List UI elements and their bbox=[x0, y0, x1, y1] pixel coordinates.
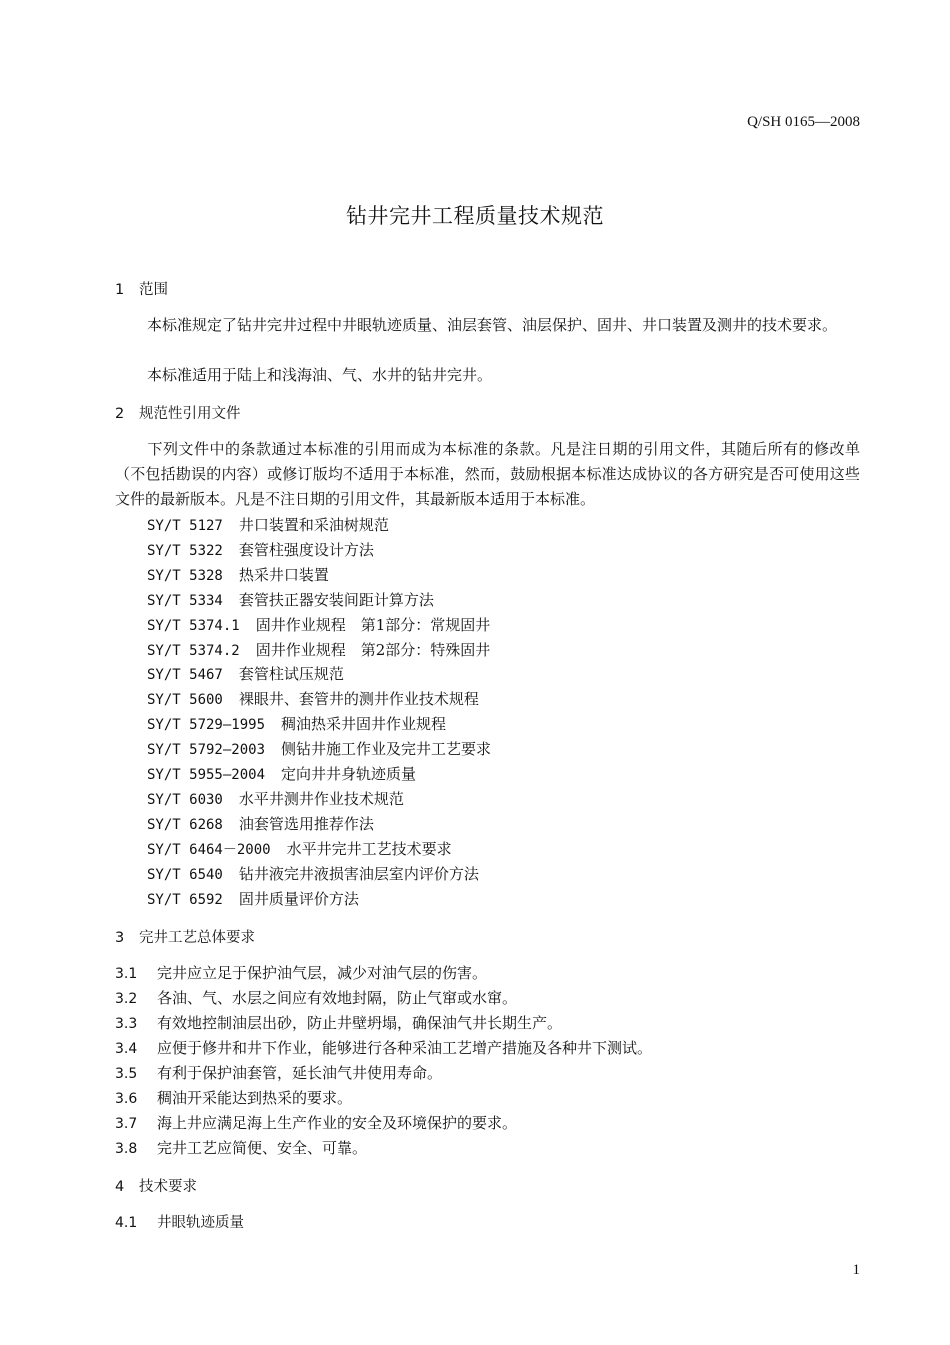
requirement-text: 完井工艺应简便、安全、可靠。 bbox=[157, 1139, 368, 1157]
section-number: 2 bbox=[115, 406, 125, 422]
requirement-number: 3.8 bbox=[115, 1141, 138, 1157]
reference-code: SY/T 5374.1 bbox=[147, 617, 240, 634]
reference-title: 套管柱强度设计方法 bbox=[238, 540, 374, 559]
section-number: 1 bbox=[115, 282, 125, 298]
reference-title: 套管扶正器安装间距计算方法 bbox=[238, 590, 434, 609]
reference-code: SY/T 6540 bbox=[147, 866, 223, 883]
reference-item bbox=[147, 514, 389, 535]
scope-paragraph-1: 本标准规定了钻井完井过程中井眼轨迹质量、油层套管、油层保护、固井、井口装置及测井的技术要求。 bbox=[147, 316, 838, 334]
requirement-number: 3.7 bbox=[115, 1116, 138, 1132]
reference-item bbox=[147, 639, 490, 660]
section-heading-scope bbox=[115, 278, 168, 299]
requirement-text: 海上井应满足海上生产作业的安全及环境保护的要求。 bbox=[157, 1114, 518, 1132]
scope-paragraph-2: 本标准适用于陆上和浅海油、气、水井的钻井完井。 bbox=[147, 366, 493, 384]
reference-title: 定向井井身轨迹质量 bbox=[281, 765, 417, 783]
reference-item bbox=[147, 564, 329, 585]
requirement-item bbox=[115, 1037, 652, 1058]
reference-item bbox=[147, 763, 416, 784]
section-title: 范围 bbox=[139, 282, 168, 298]
section-heading-technical-requirements bbox=[115, 1175, 197, 1196]
requirement-number: 3.3 bbox=[115, 1016, 138, 1032]
requirement-item bbox=[115, 1112, 517, 1133]
requirement-text: 应便于修井和井下作业，能够进行各种采油工艺增产措施及各种井下测试。 bbox=[157, 1039, 653, 1057]
reference-title: 水平井测井作业技术规范 bbox=[238, 789, 404, 808]
requirement-item bbox=[115, 1062, 442, 1083]
reference-title: 水平井完井工艺技术要求 bbox=[286, 839, 452, 858]
requirement-item bbox=[115, 987, 517, 1008]
reference-title: 固井作业规程 第2部分：特殊固井 bbox=[255, 640, 491, 659]
document-number: Q/SH 0165—2008 bbox=[747, 114, 860, 130]
requirement-number: 3.2 bbox=[115, 991, 138, 1007]
section-number: 4 bbox=[115, 1179, 125, 1195]
reference-title: 固井质量评价方法 bbox=[238, 889, 359, 908]
reference-code: SY/T 5127 bbox=[147, 518, 223, 534]
reference-item bbox=[147, 663, 344, 684]
reference-item bbox=[147, 838, 452, 859]
reference-title: 井口装置和采油树规范 bbox=[238, 516, 389, 534]
reference-title: 油套管选用推荐作法 bbox=[238, 814, 374, 833]
reference-code: SY/T 6268 bbox=[147, 816, 223, 833]
requirement-text: 各油、气、水层之间应有效地封隔，防止气窜或水窜。 bbox=[157, 989, 518, 1007]
reference-title: 裸眼井、套管井的测井作业技术规程 bbox=[238, 690, 479, 709]
reference-item bbox=[147, 539, 374, 560]
section-number: 3 bbox=[115, 930, 125, 946]
reference-item bbox=[147, 688, 479, 709]
reference-code: SY/T 5334 bbox=[147, 592, 223, 609]
reference-code: SY/T 5322 bbox=[147, 542, 223, 559]
requirement-item bbox=[115, 1012, 562, 1033]
subsection-title: 井眼轨迹质量 bbox=[157, 1215, 244, 1231]
reference-item bbox=[147, 614, 490, 635]
references-intro-paragraph: 下列文件中的条款通过本标准的引用而成为本标准的条款。凡是注日期的引用文件，其随后所有的修改单（不包括勘误的内容）或修订版均不适用于本标准，然而，鼓励根据本标准达成协议的各方研究是否可使用这些文件的最新版本。凡是不注日期的引用文件，其最新版本适用于本标准。 bbox=[115, 440, 860, 508]
requirement-number: 3.5 bbox=[115, 1066, 138, 1082]
section-title: 完井工艺总体要求 bbox=[139, 930, 255, 946]
requirement-text: 有效地控制油层出砂，防止井壁坍塌，确保油气井长期生产。 bbox=[157, 1014, 563, 1032]
subsection-heading-wellbore-trajectory bbox=[115, 1211, 244, 1232]
reference-code: SY/T 6464－2000 bbox=[147, 841, 271, 858]
section-title: 规范性引用文件 bbox=[139, 406, 241, 422]
reference-code: SY/T 6030 bbox=[147, 791, 223, 808]
subsection-number: 4.1 bbox=[115, 1215, 138, 1231]
reference-code: SY/T 6592 bbox=[147, 891, 223, 908]
requirement-text: 完井应立足于保护油气层，减少对油气层的伤害。 bbox=[157, 964, 488, 982]
section-title: 技术要求 bbox=[139, 1179, 197, 1195]
reference-item bbox=[147, 788, 404, 809]
requirement-number: 3.1 bbox=[115, 966, 138, 982]
reference-item bbox=[147, 713, 446, 734]
section-heading-references bbox=[115, 402, 241, 423]
reference-item bbox=[147, 863, 479, 884]
requirement-text: 有利于保护油套管，延长油气井使用寿命。 bbox=[157, 1064, 443, 1082]
page-number: 1 bbox=[852, 1262, 860, 1278]
requirement-text: 稠油开采能达到热采的要求。 bbox=[157, 1089, 353, 1107]
reference-code: SY/T 5955—2004 bbox=[147, 767, 266, 783]
reference-code: SY/T 5792—2003 bbox=[147, 742, 266, 759]
reference-title: 套管柱试压规范 bbox=[238, 665, 344, 684]
reference-title: 稠油热采井固井作业规程 bbox=[281, 715, 447, 734]
reference-code: SY/T 5374.2 bbox=[147, 642, 240, 659]
reference-title: 侧钻井施工作业及完井工艺要求 bbox=[281, 740, 492, 759]
requirement-number: 3.6 bbox=[115, 1091, 138, 1107]
reference-code: SY/T 5600 bbox=[147, 692, 223, 709]
reference-item bbox=[147, 589, 434, 610]
requirement-item bbox=[115, 962, 487, 983]
requirement-item bbox=[115, 1137, 367, 1158]
reference-title: 钻井液完井液损害油层室内评价方法 bbox=[238, 864, 479, 883]
reference-item bbox=[147, 738, 491, 759]
reference-title: 热采井口装置 bbox=[238, 565, 329, 584]
requirement-number: 3.4 bbox=[115, 1041, 138, 1057]
section-heading-general-requirements bbox=[115, 926, 255, 947]
reference-code: SY/T 5729—1995 bbox=[147, 717, 266, 734]
reference-title: 固井作业规程 第1部分：常规固井 bbox=[255, 615, 491, 634]
document-title: 钻井完井工程质量技术规范 bbox=[346, 204, 604, 228]
reference-code: SY/T 5467 bbox=[147, 667, 223, 684]
reference-item bbox=[147, 813, 374, 834]
requirement-item bbox=[115, 1087, 352, 1108]
reference-item bbox=[147, 888, 359, 909]
reference-code: SY/T 5328 bbox=[147, 567, 223, 584]
